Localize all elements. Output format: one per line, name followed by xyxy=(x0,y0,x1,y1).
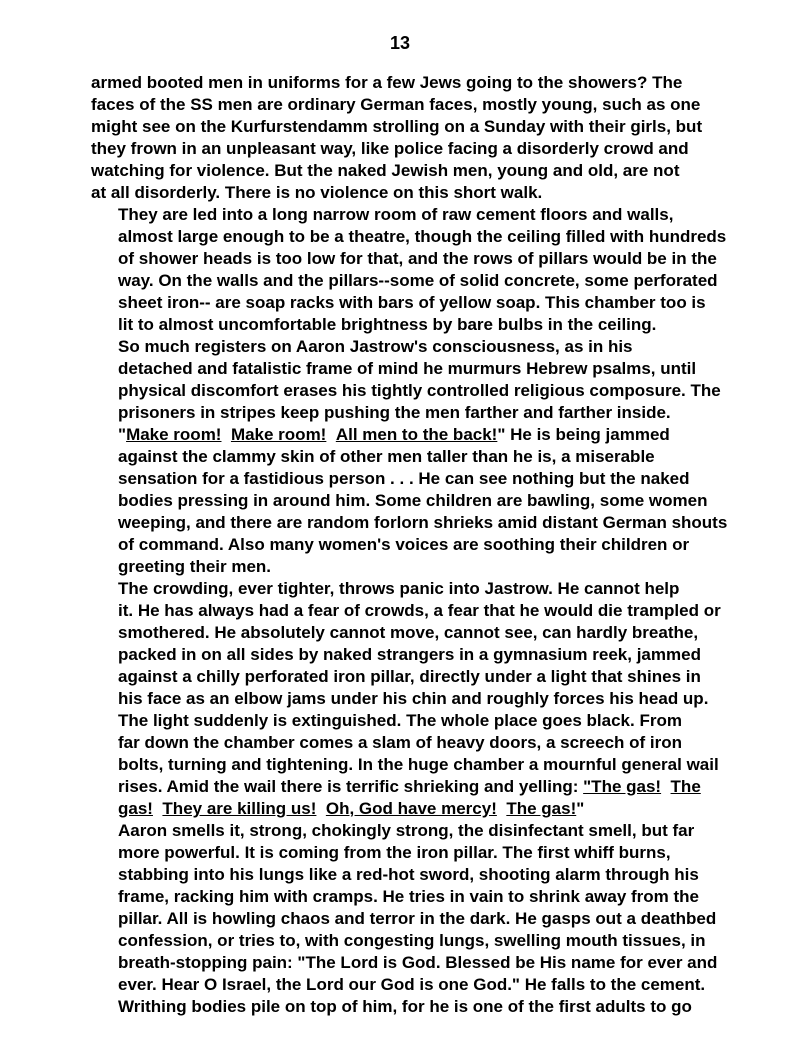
text-line: ever. Hear O Israel, the Lord our God is one God." He falls to the cement. xyxy=(118,975,706,994)
text-fragment: rises. Amid the wail there is terrific shrieking and yelling: xyxy=(118,777,584,796)
text-line-quoted xyxy=(91,776,739,798)
text-line: prisoners in stripes keep pushing the men farther and farther inside. xyxy=(118,403,671,422)
text-line: packed in on all sides by naked strangers in a gymnasium reek, jammed xyxy=(118,645,701,664)
text-line: far down the chamber comes a slam of heavy doors, a screech of iron xyxy=(118,733,683,752)
text-line: more powerful. It is coming from the iron pillar. The first whiff burns, xyxy=(118,843,671,862)
text-line: pillar. All is howling chaos and terror in the dark. He gasps out a deathbed xyxy=(118,909,717,928)
text-line: faces of the SS men are ordinary German faces, mostly young, such as one xyxy=(91,95,701,114)
body-text xyxy=(91,72,739,1018)
text-line: of shower heads is too low for that, and the rows of pillars would be in the xyxy=(118,249,717,268)
text-line: breath-stopping pain: "The Lord is God. Blessed be His name for ever and xyxy=(118,953,718,972)
page-number: 13 xyxy=(389,33,411,53)
paragraph-4 xyxy=(91,578,739,710)
paragraph-3 xyxy=(91,336,739,578)
underlined-shout: They are killing us! xyxy=(162,799,317,818)
text-line-quoted xyxy=(91,424,739,446)
underlined-shout: Make room! xyxy=(126,425,222,444)
paragraph-2 xyxy=(91,204,739,336)
text-line: Aaron smells it, strong, chokingly strong, the disinfectant smell, but far xyxy=(118,821,695,840)
underlined-shout: The xyxy=(670,777,701,796)
underlined-shout: Oh, God have mercy! xyxy=(325,799,497,818)
text-line: detached and fatalistic frame of mind he murmurs Hebrew psalms, until xyxy=(118,359,697,378)
text-line: physical discomfort erases his tightly controlled religious composure. The xyxy=(118,381,721,400)
text-line: The crowding, ever tighter, throws panic into Jastrow. He cannot help xyxy=(118,579,680,598)
underlined-shout: The gas! xyxy=(506,799,577,818)
text-line: they frown in an unpleasant way, like police facing a disorderly crowd and xyxy=(91,139,689,158)
text-line: sensation for a fastidious person . . . He can see nothing but the naked xyxy=(118,469,690,488)
text-line: They are led into a long narrow room of raw cement floors and walls, xyxy=(118,205,674,224)
paragraph-1 xyxy=(91,72,739,204)
text-fragment: " He is being jammed xyxy=(497,425,670,444)
quote-mark: " xyxy=(118,425,127,444)
text-line: Writhing bodies pile on top of him, for he is one of the first adults to go xyxy=(118,997,692,1016)
text-line: frame, racking him with cramps. He tries in vain to shrink away from the xyxy=(118,887,700,906)
text-line: against the clammy skin of other men taller than he is, a miserable xyxy=(118,447,655,466)
paragraph-5 xyxy=(91,710,739,820)
underlined-shout: gas! xyxy=(118,799,153,818)
text-line: of command. Also many women's voices are soothing their children or xyxy=(118,535,690,554)
text-line: against a chilly perforated iron pillar, directly under a light that shines in xyxy=(118,667,701,686)
underlined-shout: Make room! xyxy=(230,425,327,444)
text-line: might see on the Kurfurstendamm strolling on a Sunday with their girls, but xyxy=(91,117,703,136)
text-line: bolts, turning and tightening. In the huge chamber a mournful general wail xyxy=(118,755,719,774)
text-line: So much registers on Aaron Jastrow's consciousness, as in his xyxy=(118,337,633,356)
text-line: it. He has always had a fear of crowds, a fear that he would die trampled or xyxy=(118,601,721,620)
text-line: almost large enough to be a theatre, though the ceiling filled with hundreds xyxy=(118,227,727,246)
text-line: way. On the walls and the pillars--some of solid concrete, some perforated xyxy=(118,271,718,290)
text-line: The light suddenly is extinguished. The whole place goes black. From xyxy=(118,711,682,730)
text-line: stabbing into his lungs like a red-hot sword, shooting alarm through his xyxy=(118,865,699,884)
text-line: his face as an elbow jams under his chin and roughly forces his head up. xyxy=(118,689,709,708)
text-line: at all disorderly. There is no violence on this short walk. xyxy=(91,183,543,202)
quote-mark: " xyxy=(576,799,585,818)
text-line: sheet iron-- are soap racks with bars of yellow soap. This chamber too is xyxy=(118,293,706,312)
underlined-shout: All men to the back! xyxy=(335,425,498,444)
text-line-quoted xyxy=(91,798,739,820)
text-line: confession, or tries to, with congesting lungs, swelling mouth tissues, in xyxy=(118,931,706,950)
underlined-shout: "The gas! xyxy=(583,777,662,796)
text-line: bodies pressing in around him. Some children are bawling, some women xyxy=(118,491,708,510)
text-line: watching for violence. But the naked Jewish men, young and old, are not xyxy=(91,161,680,180)
text-line: armed booted men in uniforms for a few Jews going to the showers? The xyxy=(91,73,683,92)
text-line: weeping, and there are random forlorn shrieks amid distant German shouts xyxy=(118,513,728,532)
text-line: lit to almost uncomfortable brightness by bare bulbs in the ceiling. xyxy=(118,315,657,334)
paragraph-6 xyxy=(91,820,739,1018)
text-line: smothered. He absolutely cannot move, cannot see, can hardly breathe, xyxy=(118,623,699,642)
text-line: greeting their men. xyxy=(118,557,272,576)
